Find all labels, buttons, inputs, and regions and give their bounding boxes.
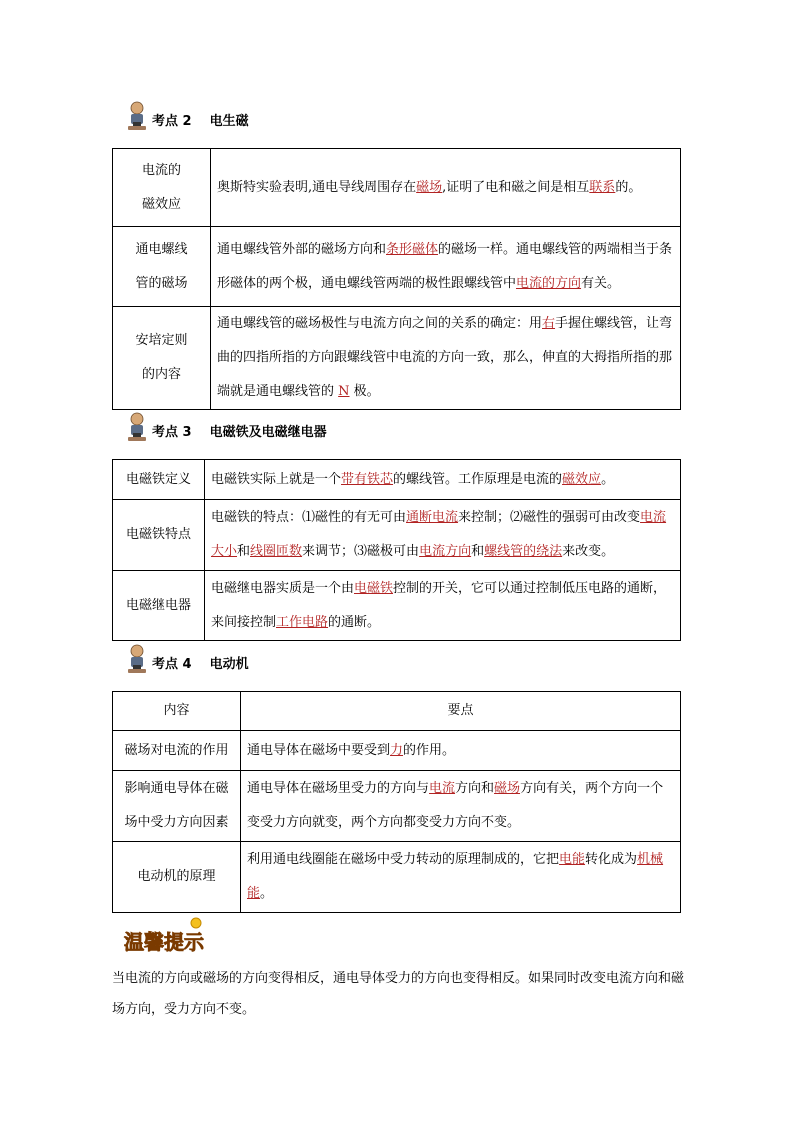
- answer-keyword: N: [338, 384, 350, 399]
- row-content: 电磁铁实际上就是一个带有铁芯的螺线管。工作原理是电流的磁效应。: [205, 460, 681, 500]
- section3-heading: [126, 412, 327, 442]
- row-label: 通电螺线 管的磁场: [113, 227, 211, 307]
- section2-title: 考点 2 电生磁: [152, 114, 249, 129]
- row-content: 通电螺线管外部的磁场方向和条形磁体的磁场一样。通电螺线管的两端相当于条形磁体的两个极，通电螺线管两端的极性跟螺线管中电流的方向有关。: [211, 227, 681, 307]
- row-label: 电磁铁特点: [113, 500, 205, 571]
- answer-keyword: 条形磁体: [386, 241, 439, 257]
- table-row: [113, 842, 681, 913]
- answer-keyword: 磁场: [416, 179, 443, 195]
- answer-keyword: 电流方向: [419, 544, 472, 559]
- motor-table: [112, 691, 681, 913]
- tip-text: 当电流的方向或磁场的方向变得相反，通电导体受力的方向也变得相反。如果同时改变电流方向和磁场方向，受力方向不变。: [112, 971, 685, 1017]
- answer-keyword: 通断电流: [406, 510, 459, 525]
- row-label: 电流的 磁效应: [113, 149, 211, 227]
- row-content: 电磁铁的特点：⑴磁性的有无可由通断电流来控制；⑵磁性的强弱可由改变电流大小和线圈匝数来调节；⑶磁极可由电流方向和螺线管的绕法来改变。: [205, 500, 681, 571]
- teacher-figure-icon: [126, 412, 148, 442]
- section3-title: 考点 3 电磁铁及电磁继电器: [152, 425, 327, 440]
- table-row: [113, 307, 681, 410]
- answer-keyword: 螺线管的绕法: [484, 544, 563, 559]
- teacher-figure-icon: [126, 644, 148, 674]
- answer-keyword: 电流大小: [211, 510, 667, 559]
- answer-keyword: 工作电路: [276, 614, 329, 630]
- answer-keyword: 电能: [559, 852, 586, 867]
- section2-heading: [126, 101, 249, 131]
- answer-keyword: 线圈匝数: [250, 544, 303, 559]
- electromagnet-table: [112, 459, 681, 641]
- row-label: 影响通电导体在磁 场中受力方向因素: [113, 771, 241, 842]
- answer-keyword: 电流: [429, 781, 456, 796]
- answer-keyword: 电磁铁: [354, 580, 394, 596]
- row-label: 安培定则 的内容: [113, 307, 211, 410]
- table-row: [113, 731, 681, 771]
- row-label: 电磁继电器: [113, 571, 205, 641]
- answer-keyword: 磁效应: [562, 471, 602, 487]
- answer-keyword: 联系: [589, 179, 616, 195]
- table-row: [113, 771, 681, 842]
- answer-keyword: 电流的方向: [516, 275, 582, 291]
- answer-keyword: 磁场: [494, 781, 521, 796]
- row-content: 电磁继电器实质是一个由电磁铁控制的开关，它可以通过控制低压电路的通断，来间接控制工作电路的通断。: [205, 571, 681, 641]
- electromagnetism-table: [112, 148, 681, 410]
- warm-tip-logo: [122, 916, 214, 956]
- row-label: 磁场对电流的作用: [113, 731, 241, 771]
- warm-tip-logo-text: 温馨提示: [124, 930, 204, 954]
- table-row: [113, 571, 681, 641]
- header-content: 内容: [113, 692, 241, 731]
- row-content: 利用通电线圈能在磁场中受力转动的原理制成的，它把电能转化成为机械能。: [241, 842, 681, 913]
- section4-title: 考点 4 电动机: [152, 657, 249, 672]
- row-content: 通电导体在磁场里受力的方向与电流方向和磁场方向有关，两个方向一个变受力方向就变，两个方向都变受力方向不变。: [241, 771, 681, 842]
- row-label: 电磁铁定义: [113, 460, 205, 500]
- row-content: 通电螺线管的磁场极性与电流方向之间的关系的确定：用右手握住螺线管，让弯曲的四指所指的方向跟螺线管中电流的方向一致，那么，伸直的大拇指所指的那端就是通电螺线管的 N 极。: [211, 307, 681, 410]
- table-header-row: [113, 692, 681, 731]
- table-row: [113, 460, 681, 500]
- answer-keyword: 带有铁芯: [341, 471, 394, 487]
- table-row: [113, 149, 681, 227]
- table-row: [113, 500, 681, 571]
- row-content: 奥斯特实验表明,通电导线周围存在磁场,证明了电和磁之间是相互联系的。: [211, 149, 681, 227]
- answer-keyword: 力: [390, 742, 404, 758]
- row-content: 通电导体在磁场中要受到力的作用。: [241, 731, 681, 771]
- header-key-points: 要点: [241, 692, 681, 731]
- section4-heading: [126, 644, 249, 674]
- table-row: [113, 227, 681, 307]
- row-label: 电动机的原理: [113, 842, 241, 913]
- answer-keyword: 右: [542, 316, 556, 331]
- answer-keyword: 机械能: [247, 852, 664, 901]
- teacher-figure-icon: [126, 101, 148, 131]
